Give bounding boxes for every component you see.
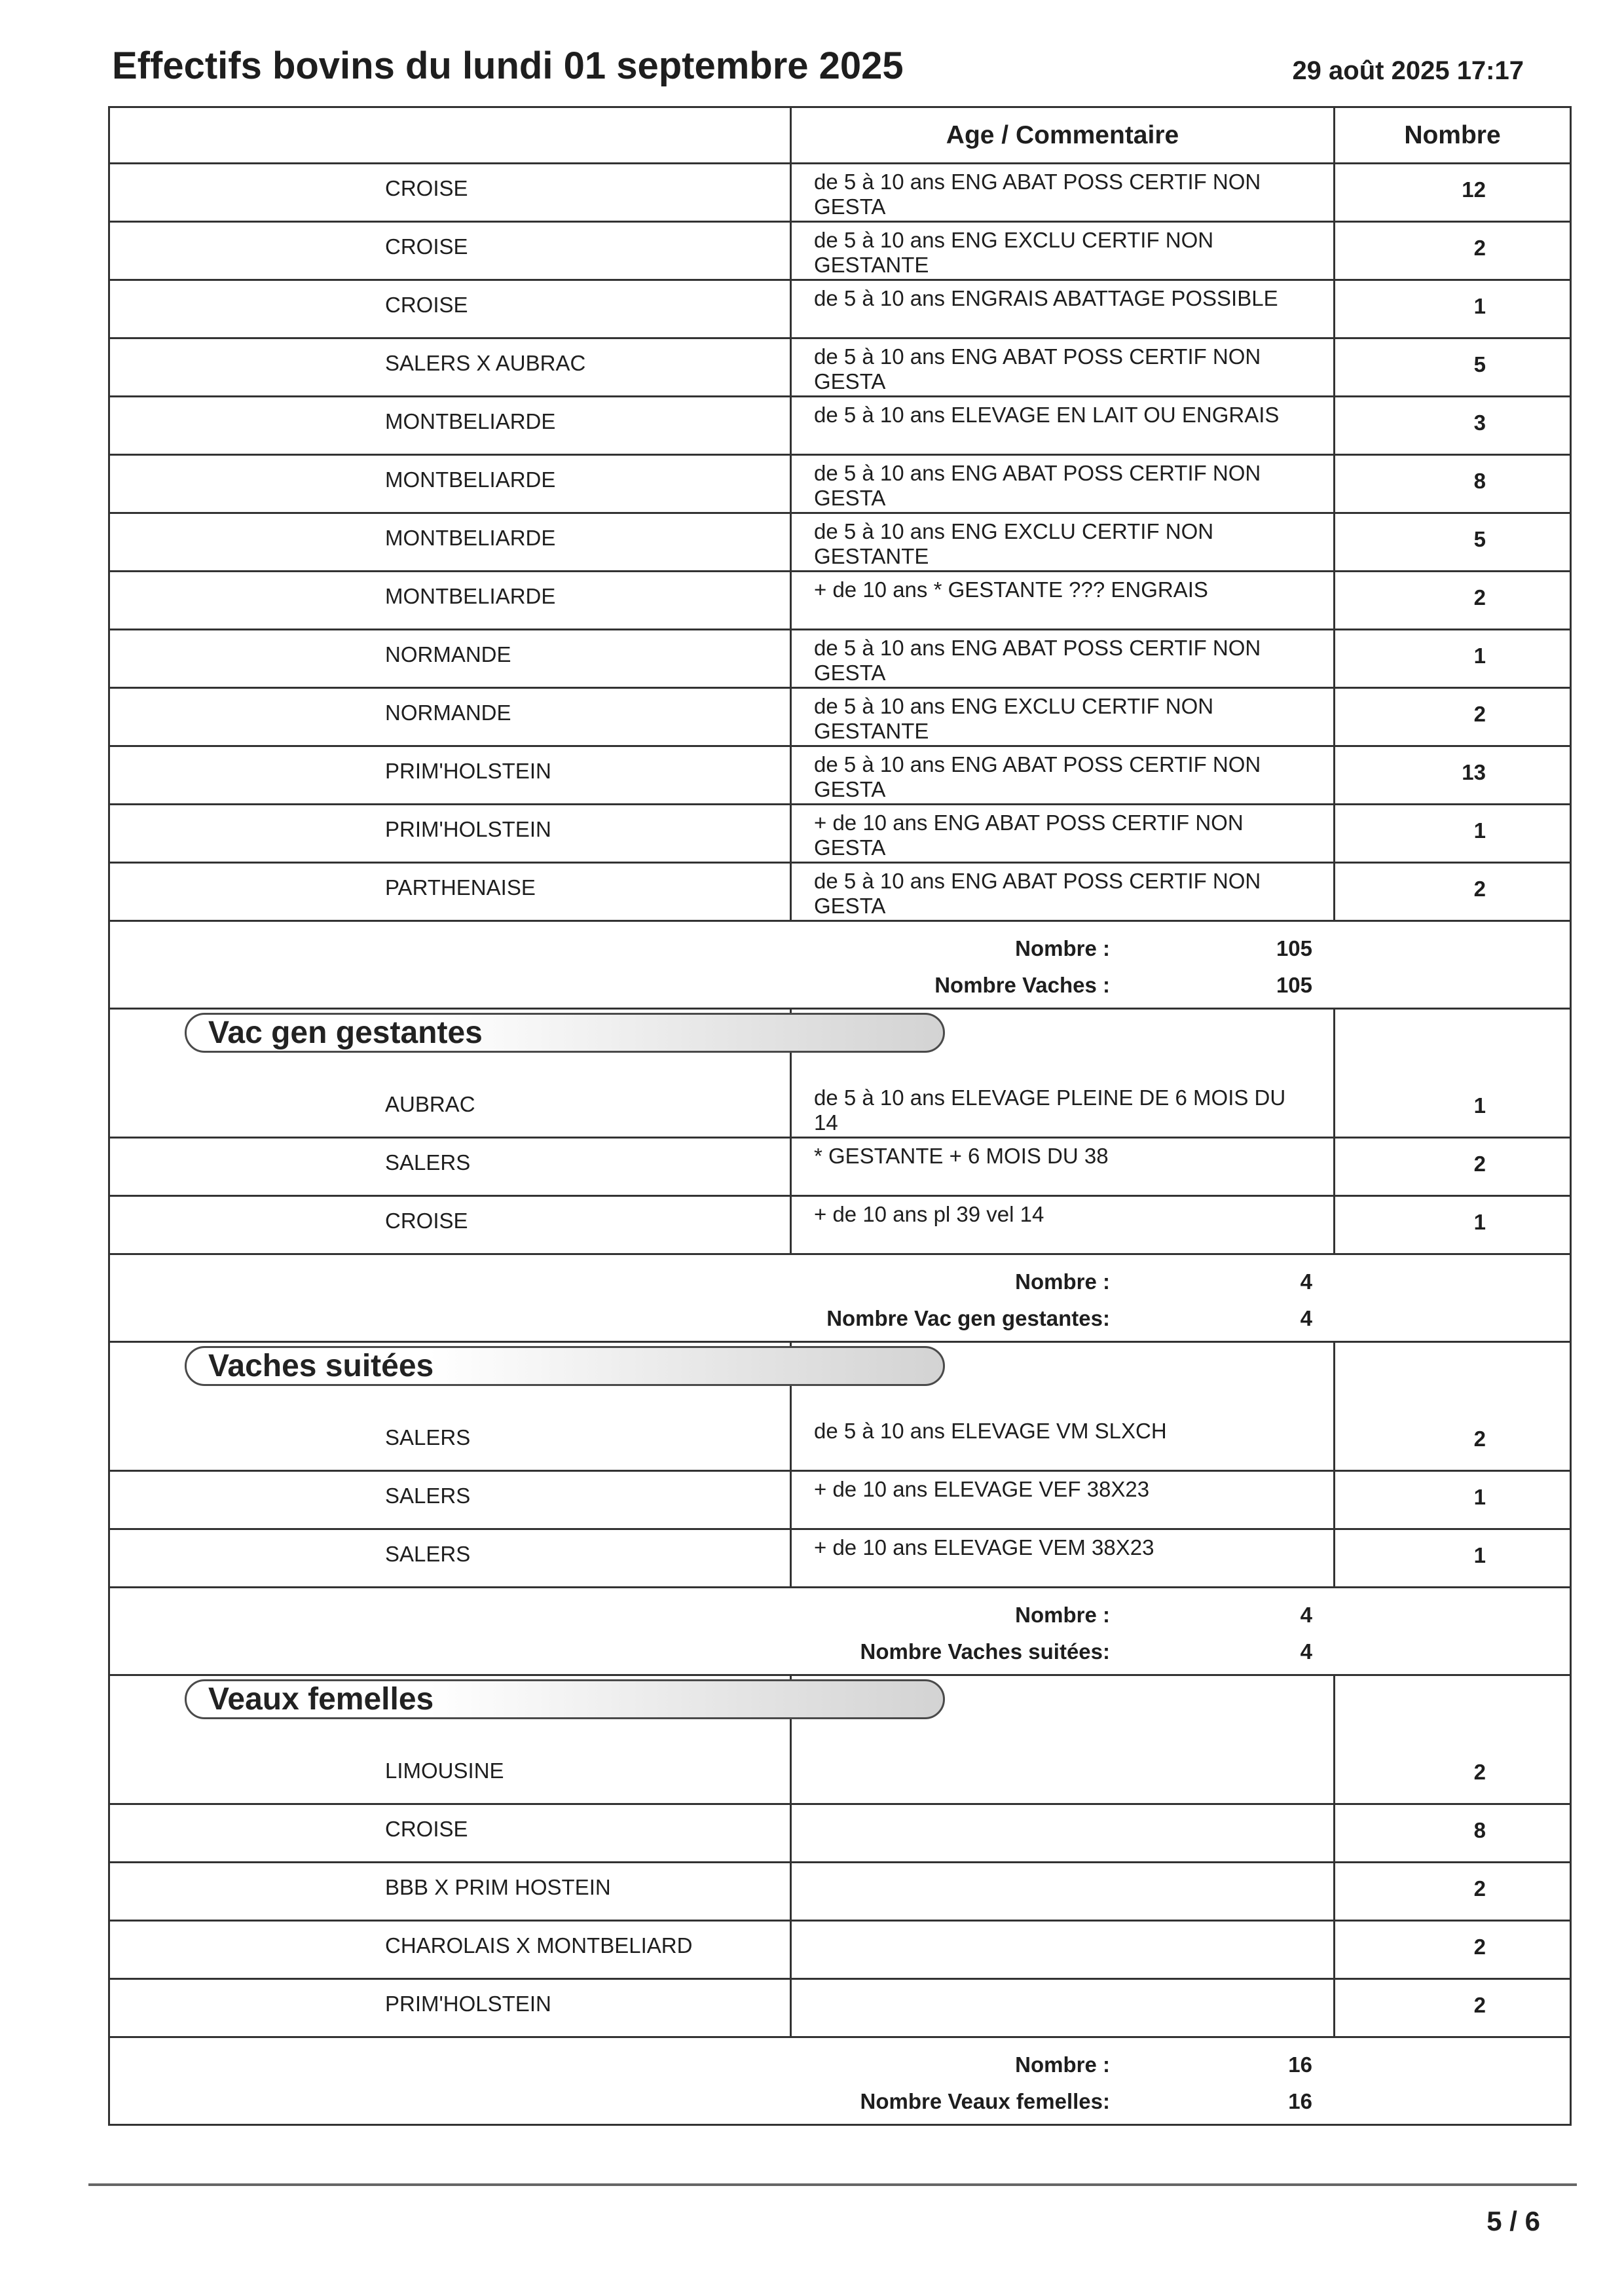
section-totals (110, 922, 1570, 1010)
age-comment-cell (790, 1980, 1333, 2036)
total-value: 4 (1300, 1269, 1312, 1294)
count-cell: 1 (1333, 1080, 1570, 1137)
breed-cell: MONTBELIARDE (385, 467, 556, 492)
section-totals (110, 2038, 1570, 2126)
age-comment-cell: + de 10 ans * GESTANTE ??? ENGRAIS (790, 572, 1333, 629)
age-comment-cell: + de 10 ans ELEVAGE VEF 38X23 (790, 1472, 1333, 1528)
count-cell: 8 (1333, 456, 1570, 512)
count-cell: 1 (1333, 1472, 1570, 1528)
count-cell: 1 (1333, 1530, 1570, 1586)
age-comment-cell (790, 1863, 1333, 1920)
age-comment-cell: * GESTANTE + 6 MOIS DU 38 (790, 1139, 1333, 1195)
table-row (110, 1413, 1570, 1472)
breed-cell: BBB X PRIM HOSTEIN (385, 1875, 611, 1899)
section-header-blank (1333, 1010, 1570, 1080)
count-cell: 2 (1333, 223, 1570, 279)
header-blank-cell (110, 108, 790, 162)
breed-cell: PRIM'HOLSTEIN (385, 817, 551, 841)
count-cell: 2 (1333, 689, 1570, 745)
total-line (110, 1306, 1570, 1331)
breed-cell: LIMOUSINE (385, 1758, 504, 1783)
breed-cell: NORMANDE (385, 642, 511, 666)
total-label: Nombre : (1015, 2052, 1110, 2077)
table-row (110, 1980, 1570, 2038)
section-title-badge: Veaux femelles (185, 1679, 945, 1719)
table-row (110, 397, 1570, 456)
age-comment-cell: + de 10 ans ELEVAGE VEM 38X23 (790, 1530, 1333, 1586)
total-label: Nombre Vac gen gestantes: (826, 1306, 1110, 1330)
breed-cell: PARTHENAISE (385, 875, 536, 900)
section-header-row (110, 1676, 1570, 1747)
section-vac-gen-gestantes (110, 1010, 1570, 1343)
table-row (110, 1197, 1570, 1255)
table-row (110, 572, 1570, 630)
table-row (110, 864, 1570, 922)
table-row (110, 1530, 1570, 1588)
breed-cell: AUBRAC (385, 1092, 475, 1116)
count-cell: 2 (1333, 1980, 1570, 2036)
breed-cell: SALERS (385, 1484, 471, 1508)
section-title-badge: Vaches suitées (185, 1346, 945, 1386)
table-row (110, 339, 1570, 397)
total-value: 16 (1288, 2052, 1312, 2077)
total-line (110, 2052, 1570, 2077)
breed-cell: MONTBELIARDE (385, 409, 556, 433)
total-value: 16 (1288, 2089, 1312, 2113)
table-row (110, 1472, 1570, 1530)
count-cell: 5 (1333, 339, 1570, 395)
age-comment-cell (790, 1922, 1333, 1978)
table-row (110, 514, 1570, 572)
count-cell: 1 (1333, 281, 1570, 337)
total-label: Nombre Vaches suitées: (860, 1639, 1110, 1664)
table-header-row (110, 108, 1570, 164)
age-comment-cell: de 5 à 10 ans ENG ABAT POSS CERTIF NON GESTA (790, 747, 1333, 803)
breed-cell: SALERS (385, 1425, 471, 1449)
section-totals (110, 1588, 1570, 1676)
breed-cell: CROISE (385, 293, 468, 317)
total-label: Nombre : (1015, 1269, 1110, 1294)
table-row (110, 1139, 1570, 1197)
table-row (110, 281, 1570, 339)
count-cell: 5 (1333, 514, 1570, 570)
age-comment-cell: de 5 à 10 ans ELEVAGE EN LAIT OU ENGRAIS (790, 397, 1333, 454)
count-cell: 8 (1333, 1805, 1570, 1861)
breed-cell: SALERS (385, 1542, 471, 1566)
section-veaux-femelles (110, 1676, 1570, 2126)
breed-cell: CHAROLAIS X MONTBELIARD (385, 1933, 693, 1958)
age-comment-cell: de 5 à 10 ans ENG ABAT POSS CERTIF NON GESTA (790, 630, 1333, 687)
count-cell: 2 (1333, 572, 1570, 629)
breed-cell: NORMANDE (385, 701, 511, 725)
section-header-blank (1333, 1343, 1570, 1413)
breed-cell: SALERS X AUBRAC (385, 351, 586, 375)
total-value: 4 (1300, 1603, 1312, 1627)
section-title-badge: Vac gen gestantes (185, 1013, 945, 1053)
table-row (110, 630, 1570, 689)
breed-cell: CROISE (385, 234, 468, 259)
livestock-table (108, 106, 1572, 2126)
table-row (110, 1747, 1570, 1805)
age-comment-cell: de 5 à 10 ans ENG ABAT POSS CERTIF NON GESTA (790, 456, 1333, 512)
column-header-age-comment: Age / Commentaire (790, 108, 1333, 162)
breed-cell: MONTBELIARDE (385, 526, 556, 550)
count-cell: 12 (1333, 164, 1570, 221)
table-row (110, 456, 1570, 514)
table-row (110, 1805, 1570, 1863)
age-comment-cell: de 5 à 10 ans ENG EXCLU CERTIF NON GESTANTE (790, 689, 1333, 745)
column-header-count: Nombre (1333, 108, 1570, 162)
section-header-blank (1333, 1676, 1570, 1747)
count-cell: 1 (1333, 805, 1570, 862)
age-comment-cell: de 5 à 10 ans ELEVAGE PLEINE DE 6 MOIS DU 14 (790, 1080, 1333, 1137)
count-cell: 1 (1333, 1197, 1570, 1253)
total-line (110, 1639, 1570, 1664)
table-row (110, 747, 1570, 805)
count-cell: 2 (1333, 1413, 1570, 1470)
total-label: Nombre Veaux femelles: (860, 2089, 1110, 2113)
total-line (110, 973, 1570, 998)
count-cell: 2 (1333, 1922, 1570, 1978)
age-comment-cell: de 5 à 10 ans ENG EXCLU CERTIF NON GESTANTE (790, 514, 1333, 570)
total-line (110, 2089, 1570, 2114)
count-cell: 2 (1333, 864, 1570, 920)
age-comment-cell: de 5 à 10 ans ENG EXCLU CERTIF NON GESTANTE (790, 223, 1333, 279)
section-header-row (110, 1010, 1570, 1080)
total-label: Nombre : (1015, 1603, 1110, 1627)
footer-divider (88, 2183, 1577, 2186)
total-label: Nombre : (1015, 936, 1110, 960)
table-row (110, 1863, 1570, 1922)
age-comment-cell: + de 10 ans pl 39 vel 14 (790, 1197, 1333, 1253)
count-cell: 1 (1333, 630, 1570, 687)
print-timestamp: 29 août 2025 17:17 (1292, 56, 1524, 85)
page-number: 5 / 6 (1486, 2206, 1540, 2236)
table-row (110, 223, 1570, 281)
count-cell: 2 (1333, 1747, 1570, 1803)
count-cell: 13 (1333, 747, 1570, 803)
age-comment-cell: de 5 à 10 ans ENG ABAT POSS CERTIF NON GESTA (790, 339, 1333, 395)
breed-cell: CROISE (385, 1817, 468, 1841)
age-comment-cell (790, 1747, 1333, 1803)
breed-cell: PRIM'HOLSTEIN (385, 759, 551, 783)
age-comment-cell: de 5 à 10 ans ENGRAIS ABATTAGE POSSIBLE (790, 281, 1333, 337)
section-header-row (110, 1343, 1570, 1413)
breed-cell: CROISE (385, 176, 468, 200)
count-cell: 2 (1333, 1139, 1570, 1195)
breed-cell: CROISE (385, 1209, 468, 1233)
table-row (110, 805, 1570, 864)
total-value: 105 (1276, 936, 1312, 960)
count-cell: 3 (1333, 397, 1570, 454)
age-comment-cell (790, 1805, 1333, 1861)
page-title: Effectifs bovins du lundi 01 septembre 2025 (112, 45, 904, 87)
total-value: 4 (1300, 1639, 1312, 1664)
total-line (110, 1603, 1570, 1628)
table-row (110, 1080, 1570, 1139)
age-comment-cell: de 5 à 10 ans ENG ABAT POSS CERTIF NON GESTA (790, 164, 1333, 221)
table-row (110, 689, 1570, 747)
total-label: Nombre Vaches : (934, 973, 1110, 997)
age-comment-cell: de 5 à 10 ans ELEVAGE VM SLXCH (790, 1413, 1333, 1470)
table-row (110, 1922, 1570, 1980)
total-value: 105 (1276, 973, 1312, 997)
count-cell: 2 (1333, 1863, 1570, 1920)
age-comment-cell: + de 10 ans ENG ABAT POSS CERTIF NON GESTA (790, 805, 1333, 862)
breed-cell: MONTBELIARDE (385, 584, 556, 608)
section-totals (110, 1255, 1570, 1343)
table-row (110, 164, 1570, 223)
section-continued (110, 164, 1570, 1010)
breed-cell: SALERS (385, 1150, 471, 1175)
total-line (110, 1269, 1570, 1294)
age-comment-cell: de 5 à 10 ans ENG ABAT POSS CERTIF NON GESTA (790, 864, 1333, 920)
total-value: 4 (1300, 1306, 1312, 1330)
section-vaches-suitees (110, 1343, 1570, 1676)
total-line (110, 936, 1570, 961)
breed-cell: PRIM'HOLSTEIN (385, 1992, 551, 2016)
